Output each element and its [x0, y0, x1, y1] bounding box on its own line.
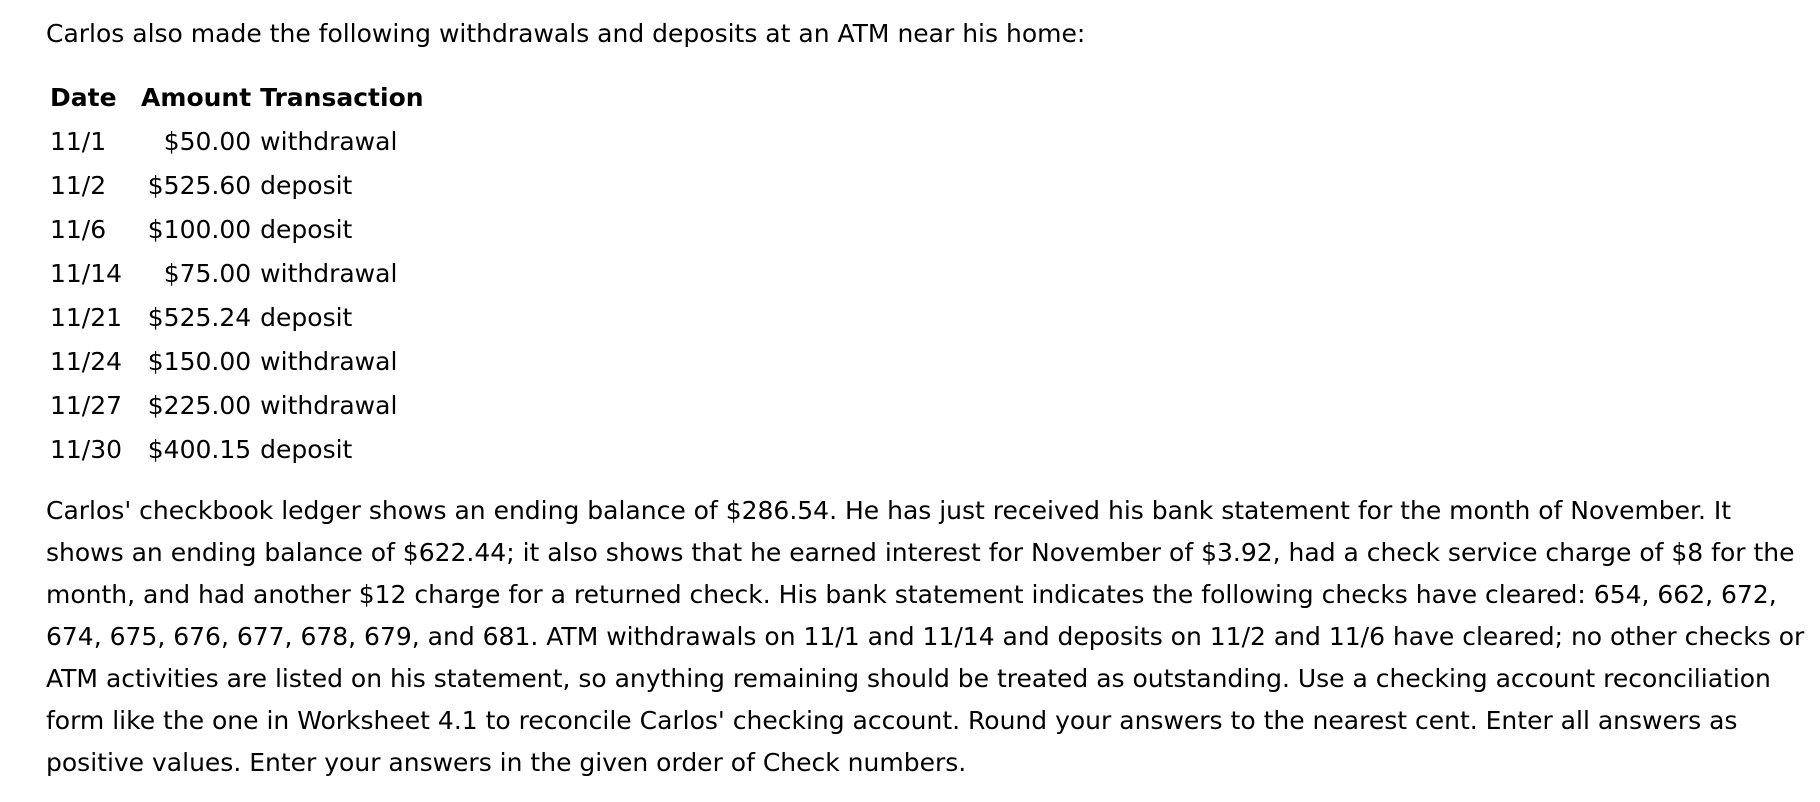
table-header-row: [50, 76, 433, 120]
row-amount: $525.24: [147, 303, 252, 332]
row-amount: $525.60: [147, 171, 252, 200]
row-date: 11/21: [50, 303, 123, 332]
table-row: [50, 164, 433, 208]
atm-transactions-table: [50, 76, 433, 472]
problem-paragraph: Carlos' checkbook ledger shows an ending balance of $286.54. He has just received his bank statement for the month of November. It shows an ending balance of $622.44; it also shows that he earned interest for November of $3.92, had a check service charge of $8 for the month, and had another $12 charge for a returned check. His bank statement indicates the following checks have cleared: 654, 662, 672, 674, 675, 676, 677, 678, 679, and 681. ATM withdrawals on 11/1 and 11/14 and deposits on 11/2 and 11/6 have cleared; no other checks or ATM activities are listed on his statement, so anything remaining should be treated as outstanding. Use a checking account reconciliation form like the one in Worksheet 4.1 to reconcile Carlos' checking account. Round your answers to the nearest cent. Enter all answers as positive values. Enter your answers in the given order of Check numbers.: [46, 496, 1805, 777]
table-row: [50, 296, 433, 340]
row-transaction: withdrawal: [260, 391, 398, 420]
row-amount: $50.00: [163, 127, 252, 156]
row-date: 11/24: [50, 347, 123, 376]
row-transaction: deposit: [260, 215, 353, 244]
document-page: [46, 16, 1812, 784]
row-transaction: withdrawal: [260, 259, 398, 288]
row-transaction: deposit: [260, 435, 353, 464]
table-row: [50, 252, 433, 296]
row-date: 11/1: [50, 127, 107, 156]
header-date: Date: [50, 83, 117, 112]
row-transaction: deposit: [260, 303, 353, 332]
row-transaction: deposit: [260, 171, 353, 200]
table-row: [50, 120, 433, 164]
row-amount: $150.00: [147, 347, 252, 376]
table-row: [50, 208, 433, 252]
table-row: [50, 428, 433, 472]
row-transaction: withdrawal: [260, 127, 398, 156]
row-transaction: withdrawal: [260, 347, 398, 376]
intro-text: Carlos also made the following withdrawals and deposits at an ATM near his home:: [46, 19, 1086, 48]
row-date: 11/14: [50, 259, 123, 288]
row-date: 11/27: [50, 391, 123, 420]
row-date: 11/6: [50, 215, 107, 244]
row-date: 11/30: [50, 435, 123, 464]
row-amount: $400.15: [147, 435, 252, 464]
header-transaction: Transaction: [260, 83, 424, 112]
row-date: 11/2: [50, 171, 107, 200]
header-amount: Amount: [141, 83, 252, 112]
row-amount: $75.00: [163, 259, 252, 288]
table-row: [50, 340, 433, 384]
table-row: [50, 384, 433, 428]
row-amount: $225.00: [147, 391, 252, 420]
row-amount: $100.00: [147, 215, 252, 244]
